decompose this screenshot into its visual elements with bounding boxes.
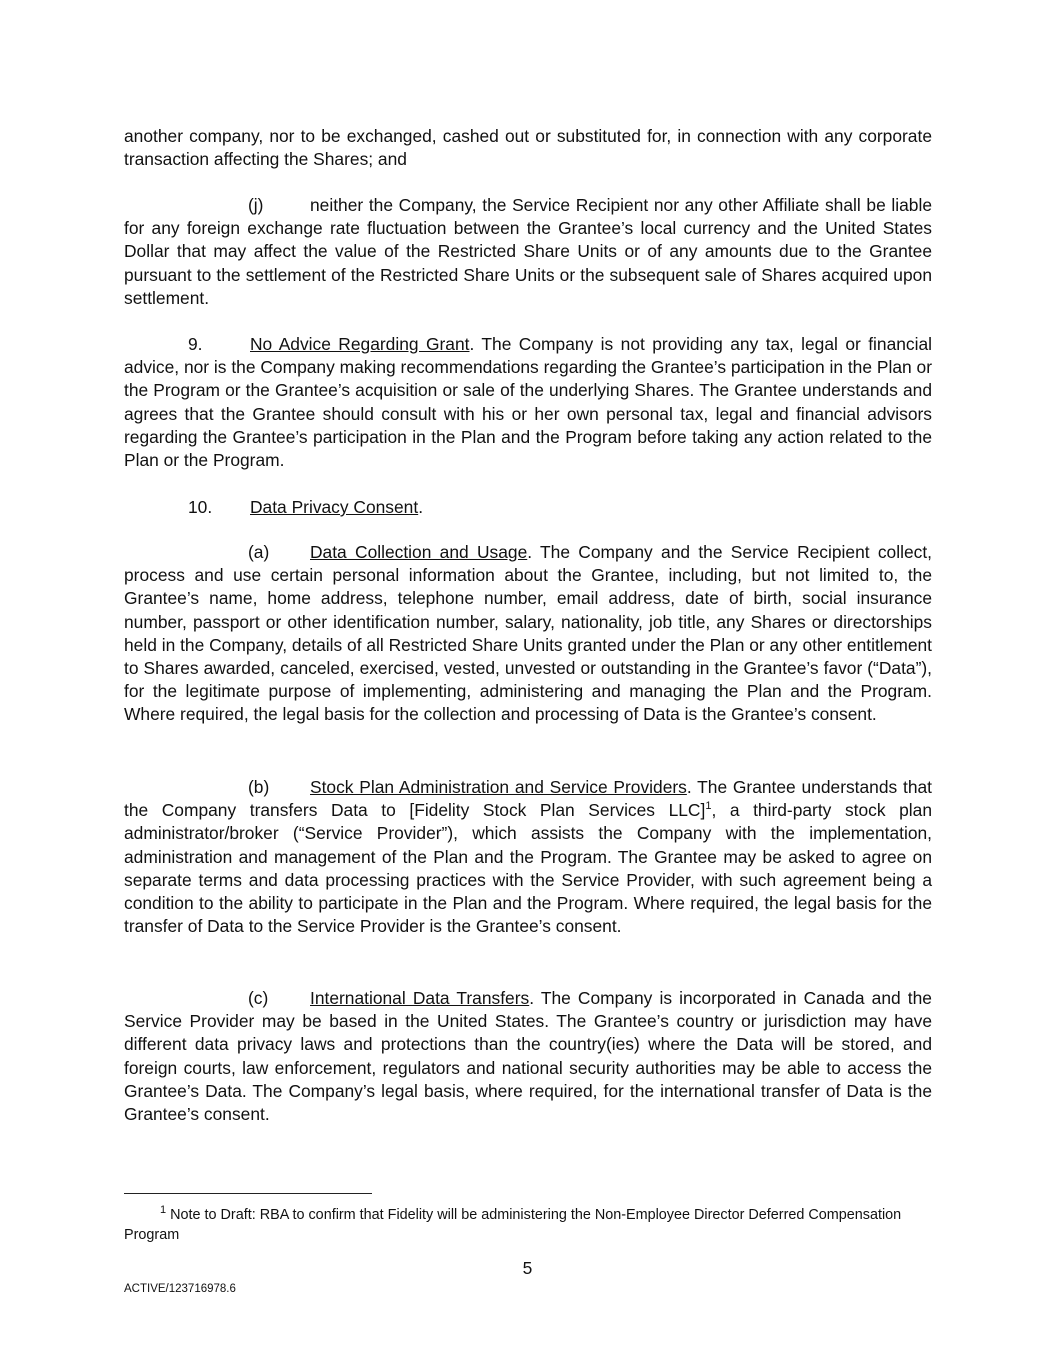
footnote-text: Note to Draft: RBA to confirm that Fidelity will be administering the Non-Employee Director Deferred Compensation Program <box>124 1207 902 1243</box>
page-number: 5 <box>522 1258 533 1278</box>
paragraph-b <box>124 776 932 938</box>
footnote-reference[interactable]: 1 <box>705 800 712 813</box>
section-9-text: . The Company is not providing any tax, legal or financial advice, nor is the Company making recommendations regarding the Grantee’s participation in the Plan or the Program or the Grantee’s acquisition or sale of the underlying Shares. The Grantee understands and agrees that the Grantee should consult with his or her own personal tax, legal and financial advisors regarding the Grantee’s participation in the Plan and the Program before taking any action related to the Plan or the Program. <box>124 334 933 471</box>
section-9 <box>124 333 932 472</box>
section-10-number: 10. <box>188 497 213 517</box>
section-9-heading: No Advice Regarding Grant <box>250 334 470 354</box>
paragraph-a-heading: Data Collection and Usage <box>310 542 528 562</box>
section-9-number: 9. <box>188 334 203 354</box>
paragraph-b-label: (b) <box>248 777 270 797</box>
paragraph-j-text: neither the Company, the Service Recipient nor any other Affiliate shall be liable for any foreign exchange rate fluctuation between the Grantee’s local currency and the United States Dollar that may affect the value of the Restricted Share Units or of any amounts due to the Grantee pursuant to the settlement of the Restricted Share Units or the subsequent sale of Shares acquired upon settlement. <box>124 195 932 308</box>
footnote <box>124 1205 932 1245</box>
paragraph-c-label: (c) <box>248 988 269 1008</box>
document-id: ACTIVE/123716978.6 <box>124 1283 236 1295</box>
paragraph-a-text: . The Company and the Service Recipient collect, process and use certain personal information about the Grantee, including, but not limited to, the Grantee’s name, home address, telephone number, email address, date of birth, social insurance number, passport or other identification number, salary, nationality, job title, any Shares or directorships held in the Company, details of all Restricted Share Units granted under the Plan or any other entitlement to Shares awarded, canceled, exercised, vested, unvested or outstanding in the Grantee’s favor (“Data”), for the legitimate purpose of implementing, administering and managing the Plan and the Program. Where required, the legal basis for the collection and processing of Data is the Grantee’s consent. <box>124 542 932 725</box>
paragraph-b-heading: Stock Plan Administration and Service Providers <box>310 777 687 797</box>
paragraph-a <box>124 541 932 727</box>
paragraph-i-continued: another company, nor to be exchanged, cashed out or substituted for, in connection with any corporate transaction affecting the Shares; and <box>124 126 932 170</box>
paragraph-c <box>124 987 932 1126</box>
paragraph-c-heading: International Data Transfers <box>310 988 530 1008</box>
footnote-separator <box>124 1193 372 1194</box>
paragraph-b-text-before: . The Grantee understands that the Company transfers Data to [Fidelity Stock Plan Services LLC] <box>124 777 933 821</box>
paragraph-j <box>124 194 932 310</box>
section-10-heading: Data Privacy Consent <box>250 497 419 517</box>
footnote-marker: 1 <box>160 1204 167 1217</box>
paragraph-j-label: (j) <box>248 195 264 215</box>
section-10 <box>124 496 932 519</box>
paragraph-c-text: . The Company is incorporated in Canada and the Service Provider may be based in the United States. The Grantee’s country or jurisdiction may have different data privacy laws and protections than the country(ies) where the Data will be stored, and foreign courts, law enforcement, regulators and national security authorities may be able to access the Grantee’s Data. The Company’s legal basis, where required, for the international transfer of Data is the Grantee’s consent. <box>124 988 932 1125</box>
section-10-text: . <box>418 497 424 517</box>
paragraph-b-text-after: , a third-party stock plan administrator/broker (“Service Provider”), which assists the Company with the implementation, administration and management of the Plan and the Program. The Grantee may be asked to agree on separate terms and data processing practices with the Service Provider, with such agreement being a condition to the ability to participate in the Plan and the Program. Where required, the legal basis for the transfer of Data to the Service Provider is the Grantee’s consent. <box>124 800 932 937</box>
paragraph-a-label: (a) <box>248 542 270 562</box>
